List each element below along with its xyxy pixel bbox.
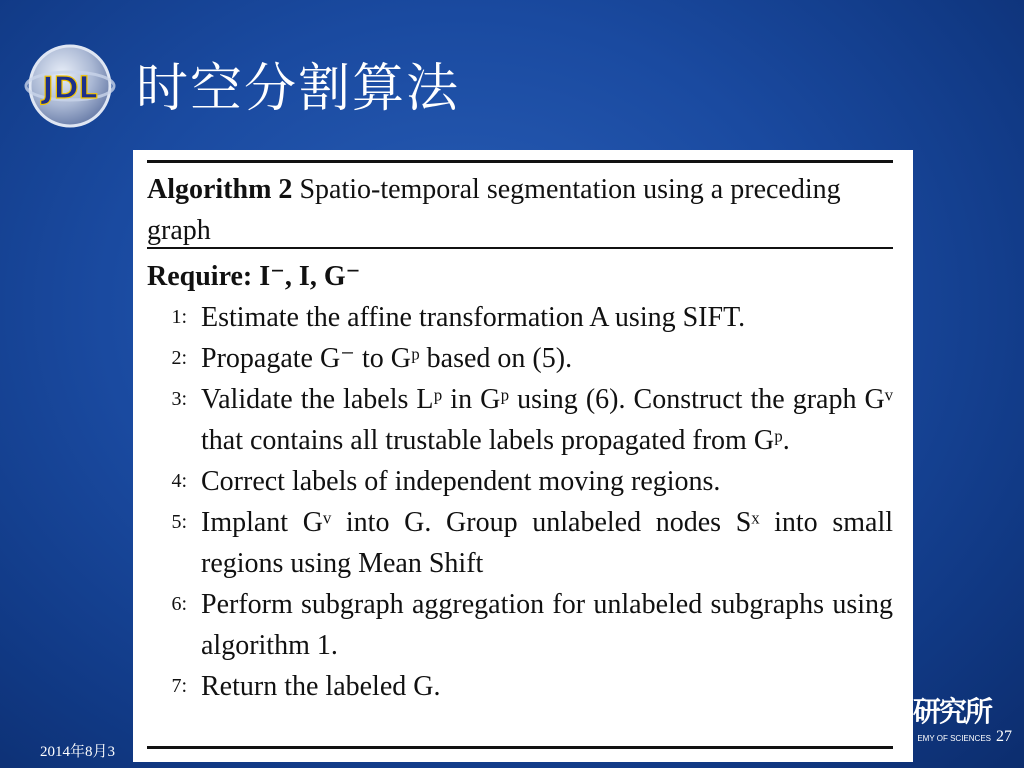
step-text: Estimate the affine transformation A using SIFT. xyxy=(201,302,746,333)
step-list xyxy=(147,297,893,707)
step-2 xyxy=(147,338,893,379)
page-number: 27 xyxy=(996,728,1012,745)
institution-subtext: EMY OF SCIENCES xyxy=(917,734,991,743)
step-text: Implant Gᵛ into G. Group unlabeled nodes Sˣ into small regions using Mean Shift xyxy=(201,507,893,579)
jdl-logo xyxy=(20,38,120,134)
top-rule xyxy=(147,160,893,163)
step-4 xyxy=(147,461,893,502)
step-text: Correct labels of independent moving regions. xyxy=(201,466,721,497)
step-text: Perform subgraph aggregation for unlabeled subgraphs using algorithm 1. xyxy=(201,589,893,661)
step-text: Return the labeled G. xyxy=(201,671,441,702)
bottom-rule xyxy=(147,746,893,749)
step-6 xyxy=(147,584,893,666)
step-text: Propagate G⁻ to Gᵖ based on (5). xyxy=(201,343,573,374)
step-number: 5: xyxy=(171,511,187,533)
step-7 xyxy=(147,666,893,707)
algorithm-header xyxy=(147,169,893,251)
step-5 xyxy=(147,502,893,584)
step-number: 1: xyxy=(171,306,187,328)
algorithm-box xyxy=(133,150,913,762)
step-number: 4: xyxy=(171,470,187,492)
require-args: I⁻, I, G⁻ xyxy=(259,261,361,292)
step-number: 6: xyxy=(171,593,187,615)
header-rule xyxy=(147,247,893,249)
svg-text:JDL: JDL xyxy=(42,71,98,106)
institution-logo xyxy=(905,690,991,743)
algorithm-label: Algorithm 2 xyxy=(147,174,293,205)
step-number: 2: xyxy=(171,347,187,369)
step-1 xyxy=(147,297,893,338)
step-text: Validate the labels Lᵖ in Gᵖ using (6). Construct the graph Gᵛ that contains all trustable labels propagated from Gᵖ. xyxy=(201,384,893,456)
require-line xyxy=(147,256,893,297)
require-label: Require: xyxy=(147,261,253,292)
institution-text: 研究所 xyxy=(912,695,991,728)
step-3 xyxy=(147,379,893,461)
algorithm-caption: Spatio-temporal segmentation using a preceding graph xyxy=(147,174,841,246)
step-number: 7: xyxy=(171,675,187,697)
step-number: 3: xyxy=(171,388,187,410)
slide-title: 时空分割算法 xyxy=(136,59,461,119)
slide-date: 2014年8月3 xyxy=(40,744,116,760)
